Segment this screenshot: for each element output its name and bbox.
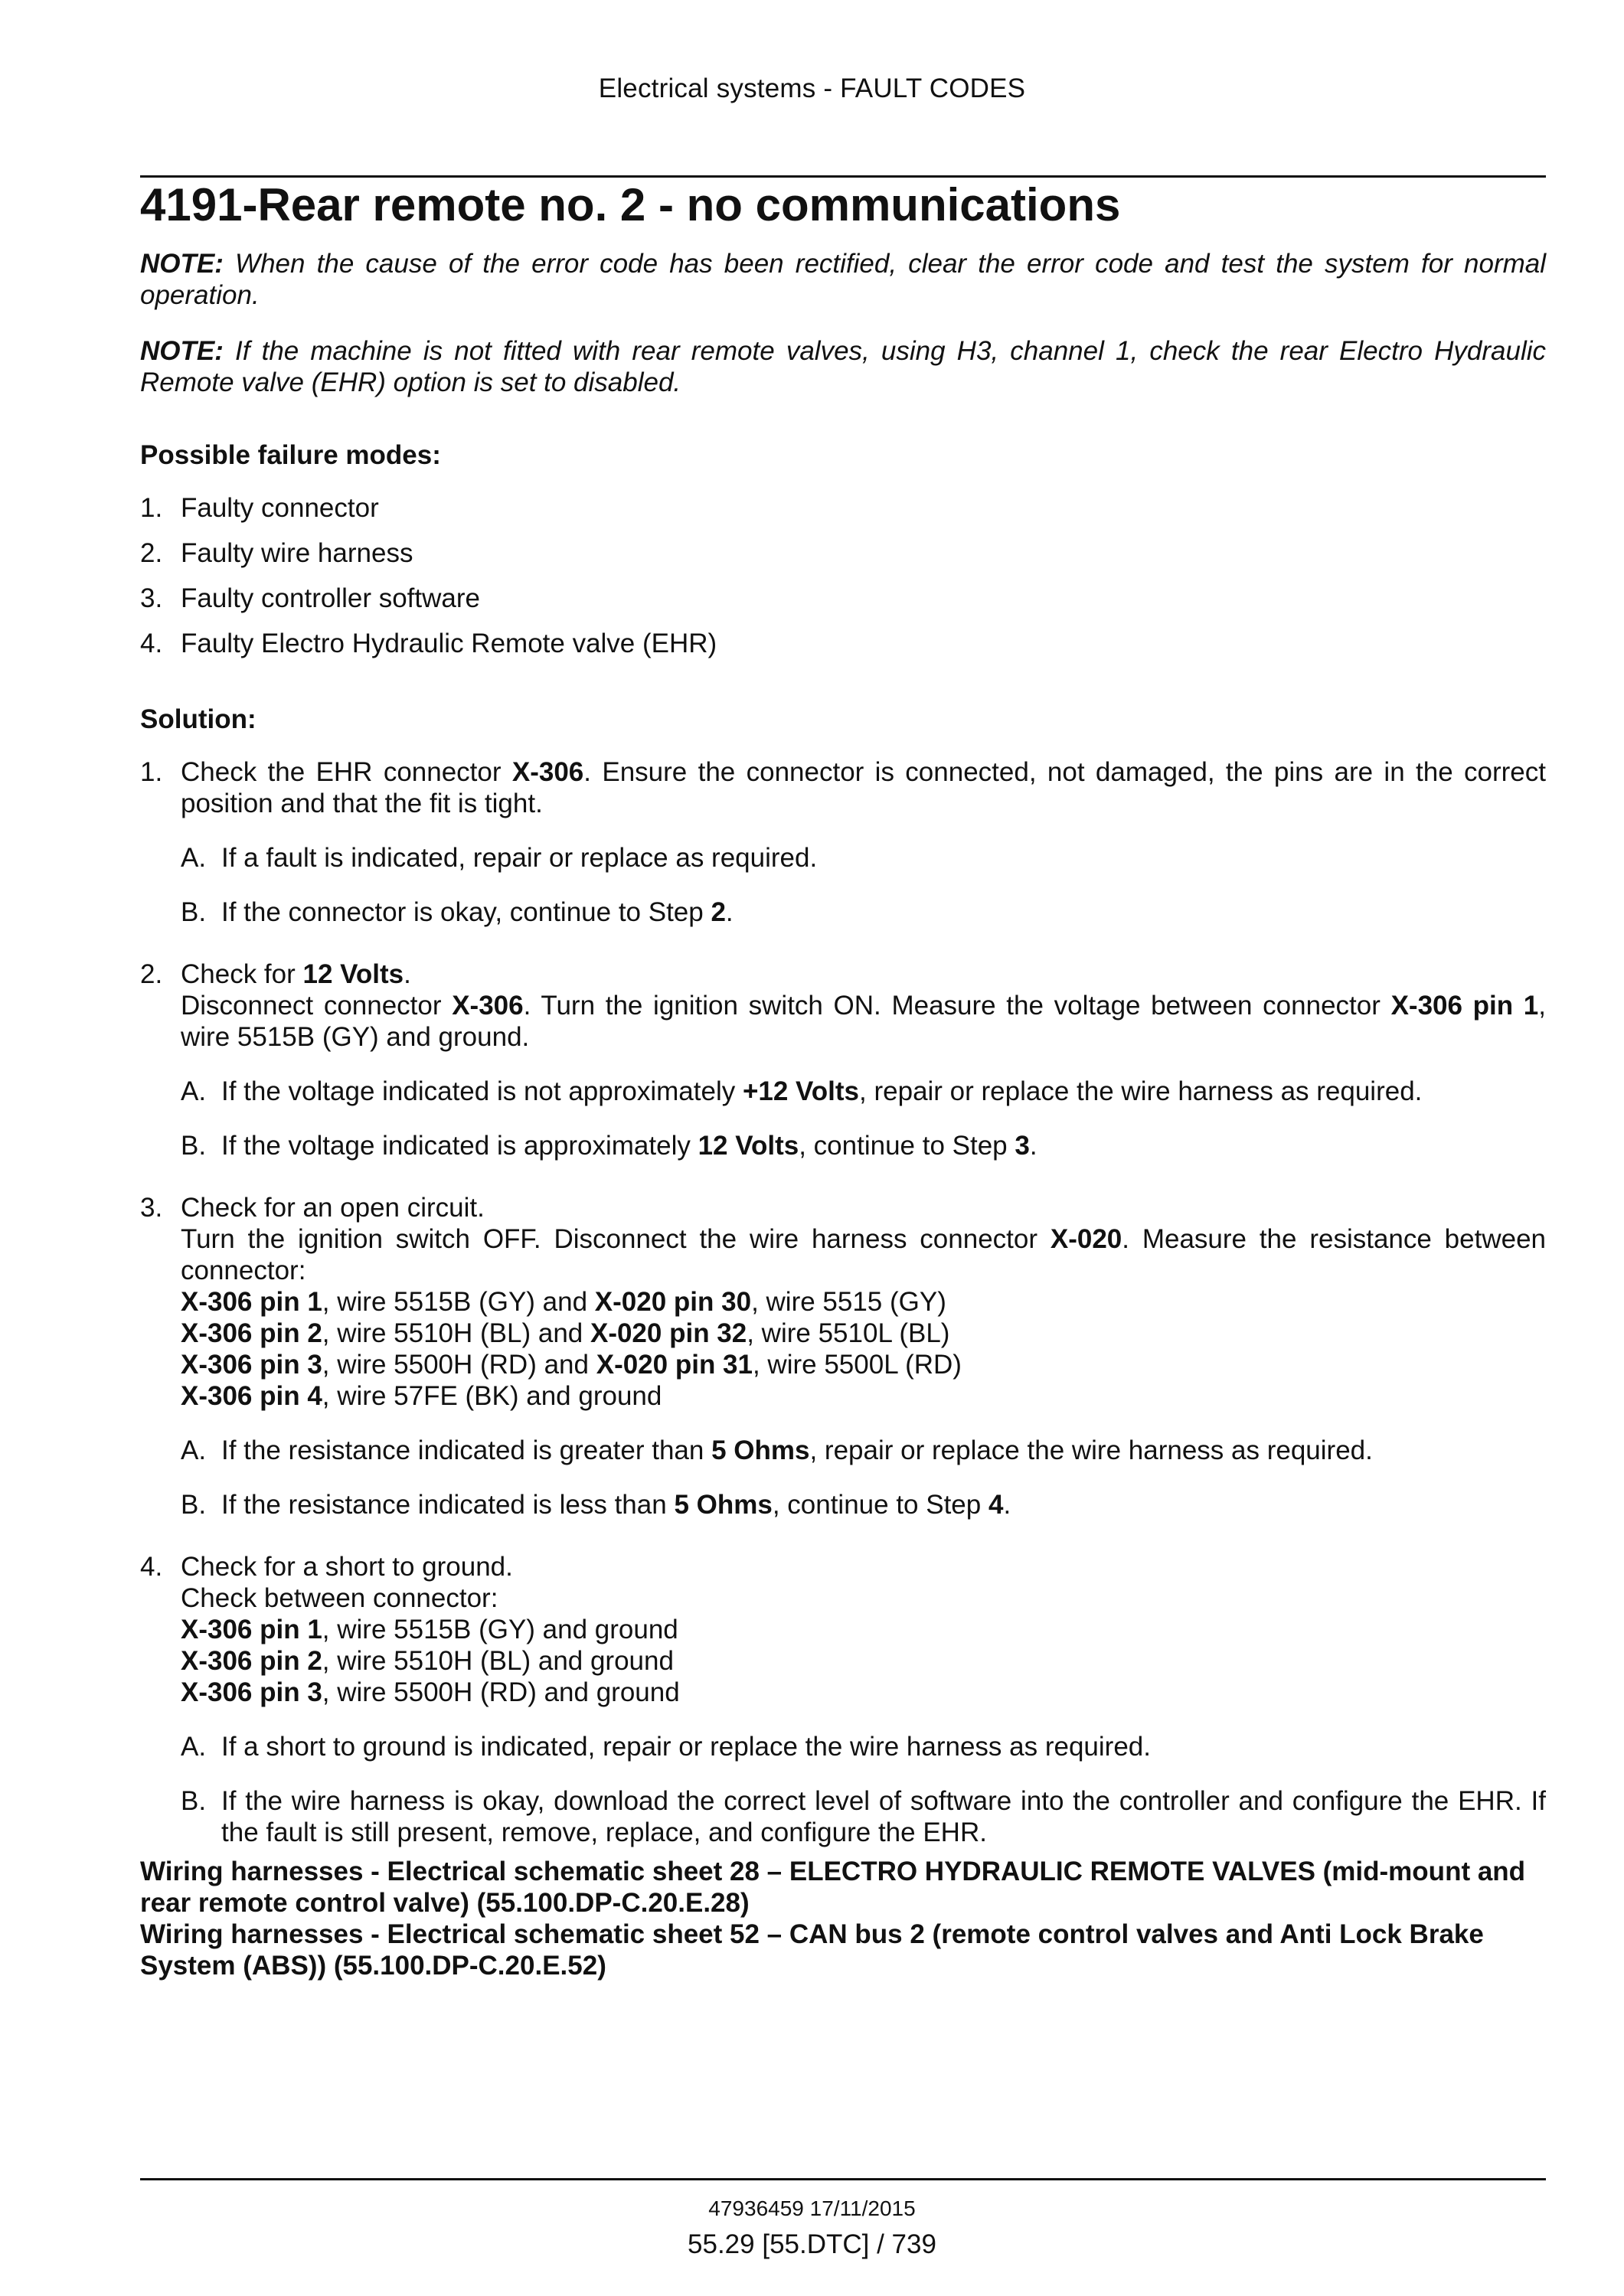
note-label: NOTE: bbox=[140, 249, 224, 279]
text-run: , wire 5515B (GY) and bbox=[322, 1287, 595, 1317]
substep-text bbox=[221, 897, 1546, 928]
text-run: , repair or replace the wire harness as required. bbox=[859, 1076, 1423, 1106]
solution-step bbox=[140, 1551, 1546, 1848]
note-text: If the machine is not fitted with rear remote valves, using H3, channel 1, check the rear Electro Hydraulic Remote valve (EHR) option is set to disabled. bbox=[140, 336, 1546, 397]
note-paragraph bbox=[140, 248, 1546, 311]
text-run: , continue to Step bbox=[772, 1490, 988, 1520]
bold-text: X-306 bbox=[511, 757, 584, 787]
footer-rule bbox=[140, 2178, 1546, 2180]
step-body bbox=[181, 756, 1546, 951]
text-run: Check for bbox=[181, 959, 303, 989]
bold-text: 12 Volts bbox=[698, 1131, 799, 1161]
step-line bbox=[181, 1677, 1546, 1708]
failure-mode-item bbox=[140, 537, 1546, 569]
notes-section bbox=[140, 248, 1546, 398]
step-line bbox=[181, 1286, 1546, 1318]
step-number: 3. bbox=[140, 1193, 163, 1223]
item-number: 1. bbox=[140, 493, 163, 523]
text-run: If a fault is indicated, repair or replace as required. bbox=[221, 843, 818, 873]
failure-modes-list bbox=[140, 492, 1546, 659]
text-run: , wire 5500L (RD) bbox=[752, 1350, 962, 1380]
text-run: Turn the ignition switch OFF. Disconnect the wire harness connector bbox=[181, 1224, 1051, 1254]
substep-letter: A. bbox=[181, 1732, 207, 1762]
step-line bbox=[181, 959, 1546, 990]
item-text: Faulty wire harness bbox=[181, 538, 413, 568]
step-substep bbox=[181, 1785, 1546, 1848]
item-number: 4. bbox=[140, 629, 163, 658]
text-run: Check the EHR connector bbox=[181, 757, 512, 787]
step-body bbox=[181, 959, 1546, 1184]
solution-steps bbox=[140, 756, 1546, 1848]
substep-text bbox=[221, 1435, 1546, 1466]
footer-doc-id: 47936459 17/11/2015 bbox=[708, 2196, 916, 2220]
step-line bbox=[181, 1349, 1546, 1380]
bold-text: 4 bbox=[988, 1490, 1004, 1520]
text-run: . bbox=[1029, 1131, 1037, 1161]
step-body bbox=[181, 1192, 1546, 1543]
step-line bbox=[181, 1614, 1546, 1645]
page-title: 4191-Rear remote no. 2 - no communications bbox=[140, 179, 1121, 230]
reference-link: Wiring harnesses - Electrical schematic sheet 52 – CAN bus 2 (remote control valves and Anti Lock Brake System (ABS)) (55.100.DP-C.20.E.52) bbox=[140, 1919, 1484, 1981]
text-run: . Turn the ignition switch ON. Measure the voltage between connector bbox=[523, 991, 1391, 1021]
substep-letter: B. bbox=[181, 1490, 207, 1520]
bold-text: 5 Ohms bbox=[674, 1490, 773, 1520]
step-line bbox=[181, 1645, 1546, 1677]
failure-mode-item bbox=[140, 628, 1546, 659]
text-run: , wire 5500H (RD) and ground bbox=[322, 1677, 680, 1707]
step-line bbox=[181, 1380, 1546, 1412]
bold-text: X-306 pin 3 bbox=[181, 1677, 322, 1707]
step-line bbox=[181, 1551, 1546, 1582]
bold-text: 3 bbox=[1015, 1131, 1030, 1161]
solution-step bbox=[140, 959, 1546, 1184]
text-run: , wire 5510H (BL) and ground bbox=[322, 1646, 674, 1676]
substep-text bbox=[221, 1731, 1546, 1762]
step-line bbox=[181, 990, 1546, 1053]
text-run: , wire 5515B (GY) and ground bbox=[322, 1615, 678, 1644]
failure-modes-heading: Possible failure modes: bbox=[140, 440, 441, 470]
bold-text: X-306 pin 2 bbox=[181, 1646, 322, 1676]
text-run: , wire 57FE (BK) and ground bbox=[322, 1381, 662, 1411]
text-run: . Ensure the connector is connected, not damaged, the pins are in the correct position and that the fit is tight. bbox=[181, 757, 1546, 818]
text-run: , wire 5500H (RD) and bbox=[322, 1350, 596, 1380]
footer-page-ref: 55.29 [55.DTC] / 739 bbox=[688, 2229, 936, 2259]
substep-text bbox=[221, 1785, 1546, 1848]
failure-mode-item bbox=[140, 583, 1546, 614]
item-number: 2. bbox=[140, 538, 163, 568]
substep-letter: A. bbox=[181, 1435, 207, 1465]
note-label: NOTE: bbox=[140, 336, 224, 366]
note-paragraph bbox=[140, 335, 1546, 398]
text-run: If the resistance indicated is less than bbox=[221, 1490, 675, 1520]
item-text: Faulty connector bbox=[181, 493, 379, 523]
text-run: . bbox=[404, 959, 411, 989]
references-section bbox=[140, 1856, 1546, 1981]
text-run: . bbox=[1003, 1490, 1011, 1520]
text-run: If the resistance indicated is greater than bbox=[221, 1435, 712, 1465]
step-substep bbox=[181, 1731, 1546, 1762]
step-substep bbox=[181, 897, 1546, 928]
text-run: If the voltage indicated is not approximately bbox=[221, 1076, 743, 1106]
substep-text bbox=[221, 1489, 1546, 1520]
note-text: When the cause of the error code has been rectified, clear the error code and test the system for normal operation. bbox=[140, 249, 1546, 310]
bold-text: +12 Volts bbox=[742, 1076, 860, 1106]
bold-text: X-306 pin 1 bbox=[181, 1287, 322, 1317]
text-run: . Measure the resistance between connector: bbox=[181, 1224, 1547, 1285]
bold-text: 2 bbox=[711, 897, 726, 927]
step-substep bbox=[181, 842, 1546, 874]
page-content bbox=[140, 178, 1546, 1981]
substep-letter: B. bbox=[181, 1786, 207, 1816]
text-run: , wire 5515B (GY) and ground. bbox=[181, 991, 1546, 1052]
solution-step bbox=[140, 1192, 1546, 1543]
bold-text: X-020 pin 31 bbox=[596, 1350, 753, 1380]
text-run: If the wire harness is okay, download the correct level of software into the controller and configure the EHR. If the fault is still present, remove, replace, and configure the EHR. bbox=[221, 1786, 1546, 1847]
text-run: , continue to Step bbox=[799, 1131, 1015, 1161]
bold-text: 12 Volts bbox=[302, 959, 404, 989]
text-run: , wire 5510H (BL) and bbox=[322, 1318, 590, 1348]
step-body bbox=[181, 1551, 1546, 1848]
bold-text: X-020 pin 30 bbox=[594, 1287, 752, 1317]
step-substep bbox=[181, 1435, 1546, 1466]
substep-letter: B. bbox=[181, 897, 207, 927]
step-line bbox=[181, 1223, 1546, 1286]
text-run: If the connector is okay, continue to Step bbox=[221, 897, 711, 927]
text-run: Check for a short to ground. bbox=[181, 1552, 513, 1582]
running-header: Electrical systems - FAULT CODES bbox=[598, 73, 1026, 103]
step-substep bbox=[181, 1489, 1546, 1520]
substep-text bbox=[221, 1076, 1546, 1107]
step-line bbox=[181, 756, 1546, 819]
substep-letter: A. bbox=[181, 1076, 207, 1106]
bold-text: X-306 pin 4 bbox=[181, 1381, 322, 1411]
step-number: 1. bbox=[140, 757, 163, 787]
substep-text bbox=[221, 842, 1546, 874]
text-run: , repair or replace the wire harness as required. bbox=[809, 1435, 1373, 1465]
bold-text: X-306 pin 3 bbox=[181, 1350, 322, 1380]
step-number: 4. bbox=[140, 1552, 163, 1582]
step-number: 2. bbox=[140, 959, 163, 989]
substep-text bbox=[221, 1130, 1546, 1161]
item-number: 3. bbox=[140, 583, 163, 613]
reference-link: Wiring harnesses - Electrical schematic sheet 28 – ELECTRO HYDRAULIC REMOTE VALVES (mid-mount and rear remote control valve) (55.100.DP-C.20.E.28) bbox=[140, 1857, 1526, 1918]
substep-letter: B. bbox=[181, 1131, 207, 1161]
bold-text: 5 Ohms bbox=[711, 1435, 810, 1465]
step-line bbox=[181, 1192, 1546, 1223]
failure-mode-item bbox=[140, 492, 1546, 524]
text-run: Check between connector: bbox=[181, 1583, 498, 1613]
solution-step bbox=[140, 756, 1546, 951]
bold-text: X-020 bbox=[1050, 1224, 1122, 1254]
step-substep bbox=[181, 1130, 1546, 1161]
item-text: Faulty controller software bbox=[181, 583, 480, 613]
text-run: Disconnect connector bbox=[181, 991, 453, 1021]
substep-letter: A. bbox=[181, 843, 207, 873]
solution-heading: Solution: bbox=[140, 704, 257, 734]
bold-text: X-306 pin 2 bbox=[181, 1318, 322, 1348]
text-run: If a short to ground is indicated, repair or replace the wire harness as required. bbox=[221, 1732, 1151, 1762]
step-line bbox=[181, 1582, 1546, 1614]
item-text: Faulty Electro Hydraulic Remote valve (EHR) bbox=[181, 629, 717, 658]
step-substep bbox=[181, 1076, 1546, 1107]
text-run: Check for an open circuit. bbox=[181, 1193, 485, 1223]
bold-text: X-306 pin 1 bbox=[1390, 991, 1539, 1021]
bold-text: X-306 pin 1 bbox=[181, 1615, 322, 1644]
bold-text: X-306 bbox=[452, 991, 524, 1021]
bold-text: X-020 pin 32 bbox=[590, 1318, 747, 1348]
text-run: If the voltage indicated is approximately bbox=[221, 1131, 698, 1161]
step-line bbox=[181, 1318, 1546, 1349]
text-run: , wire 5515 (GY) bbox=[751, 1287, 946, 1317]
text-run: . bbox=[725, 897, 734, 927]
text-run: , wire 5510L (BL) bbox=[747, 1318, 950, 1348]
